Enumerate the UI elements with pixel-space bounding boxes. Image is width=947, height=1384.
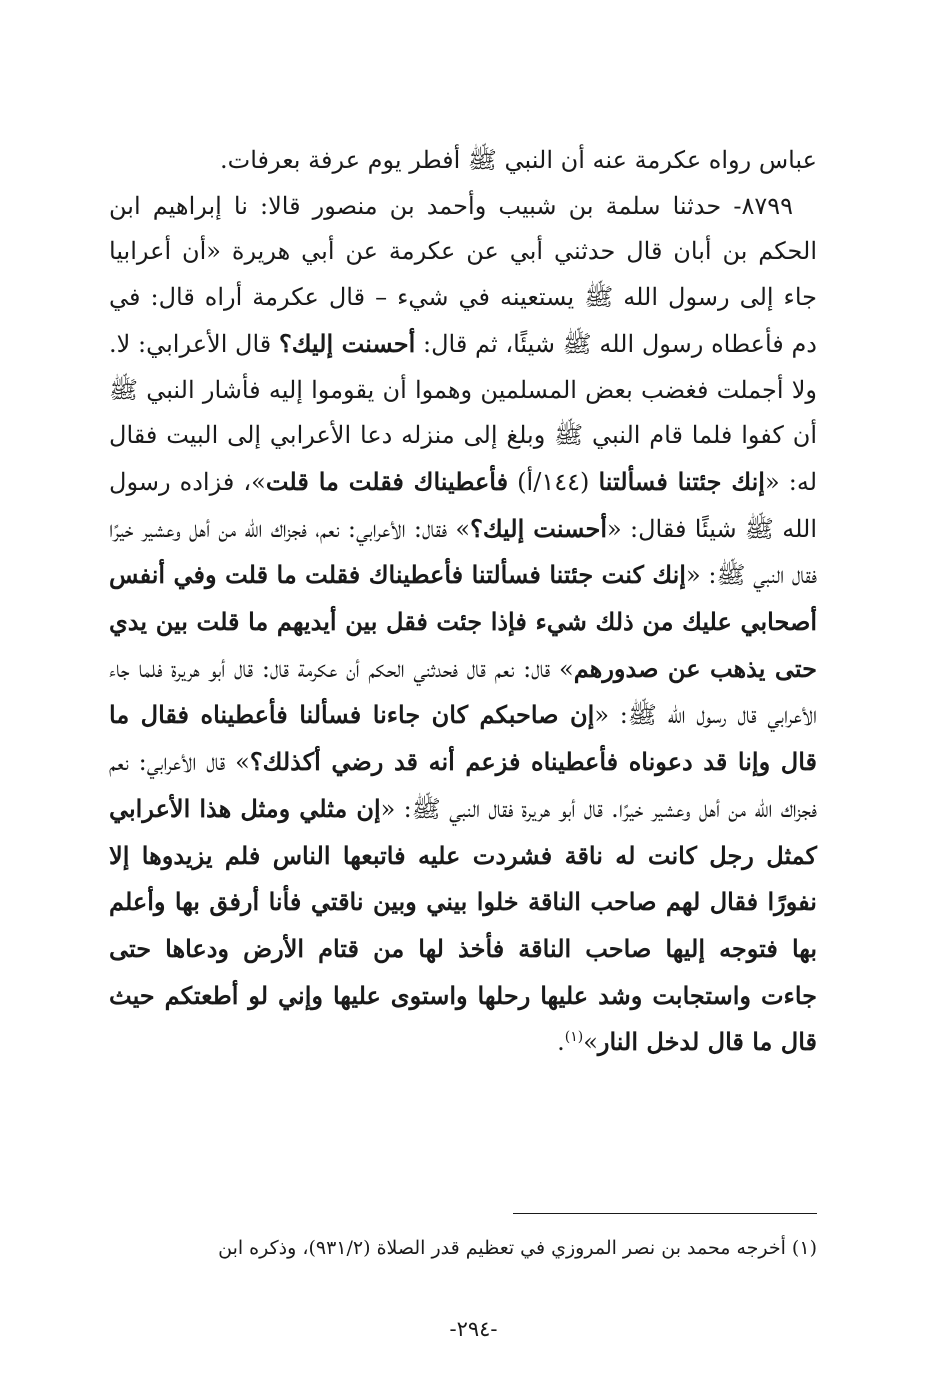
- bold-phrase-6: إن مثلي ومثل هذا الأعرابي كمثل رجل كانت له ناقة فشردت عليه فاتبعها الناس فلم يزيدوها إلا نفورًا فقال لهم صاحب الناقة خلوا بيني وبين ناقتي فأنا أرفق بها وأعلم بها فتوجه إليها صاحب الناقة فأخذ لها من قتام الأرض ودعاها حتى جاءت واستجابت وشد عليها رحلها واستوى عليها وإني لو أطعتكم حيث قال ما قال لدخل النار: [109, 793, 817, 1057]
- narration-text-4: »، فزاده رسول الله ﷺ شيئًا فقال: «: [109, 467, 818, 543]
- footnote-text: (١) أخرجه محمد بن نصر المروزي في تعظيم قدر الصلاة (٩٣١/٢)، وذكره ابن: [218, 1237, 817, 1259]
- bold-phrase-3: أحسنت إليك؟: [470, 513, 608, 543]
- hadith-paragraph: [109, 184, 817, 1066]
- main-text: [109, 138, 817, 1066]
- bold-phrase-1: أحسنت إليك؟: [278, 328, 416, 358]
- hadith-intro-text: ٨٧٩٩- حدثنا سلمة بن شبيب وأحمد بن منصور قالا: نا إبراهيم ابن الحكم بن أبان قال حدثني أبي عن عكرمة عن أبي هريرة «أن أعرابيا جاء إلى رسول الله ﷺ يستعينه في شيء – قال عكرمة أراه قال: في دم فأعطاه رسول الله ﷺ شيئًا، ثم قال:: [109, 191, 817, 358]
- narration-text-2: قال الأعرابي: لا. ولا أجملت فغضب بعض المسلمين وهموا أن يقوموا إليه فأشار النبي ﷺ أن كفوا فلما قام النبي ﷺ وبلغ إلى منزله دعا الأعرابي إلى البيت فقال له: «: [109, 329, 818, 496]
- footnote: [109, 1232, 817, 1264]
- bold-phrase-5: إن صاحبكم كان جاءنا فسألنا فأعطيناه فقال ما قال وإنا قد دعوناه فأعطيناه فزعم أنه قد رضي أكذلك؟: [109, 700, 817, 777]
- footnote-separator: [513, 1213, 817, 1214]
- page-number: -٢٩٤-: [449, 1317, 498, 1341]
- bold-phrase-2b: فأعطيناك فقلت ما قلت: [265, 466, 509, 496]
- opening-text: عباس رواه عكرمة عنه أن النبي ﷺ أفطر يوم عرفة بعرفات.: [219, 146, 817, 174]
- closing-quote: »: [583, 1028, 598, 1057]
- narration-text-6: » قال: نعم قال فحدثني الحكم أن عكرمة قال: قال أبو هريرة فلما جاء الأعرابي قال رسول الله ﷺ: «: [109, 654, 817, 730]
- narration-text-7: » قال الأعرابي: نعم فجزاك الله من أهل وعشير خيرًا. قال أبو هريرة فقال النبي ﷺ: «: [109, 748, 817, 823]
- folio-marker: (١٤٤/أ): [508, 467, 599, 496]
- closing-period: .: [557, 1028, 565, 1057]
- bold-phrase-2a: إنك جئتنا فسألتنا: [598, 466, 765, 496]
- narration-text-5: » فقال: الأعرابي: نعم، فجزاك الله من أهل وعشير خيرًا فقال النبي ﷺ: «: [109, 514, 817, 590]
- footnote-reference: (١): [564, 1029, 584, 1046]
- bold-phrase-4: إنك كنت جئتنا فسألتنا فأعطيناك فقلت ما قلت وفي أنفس أصحابي عليك من ذلك شيء فإذا جئت فقل بين أيديهم ما قلت بين يدي حتى يذهب عن صدورهم: [109, 560, 817, 683]
- opening-line: [109, 138, 817, 184]
